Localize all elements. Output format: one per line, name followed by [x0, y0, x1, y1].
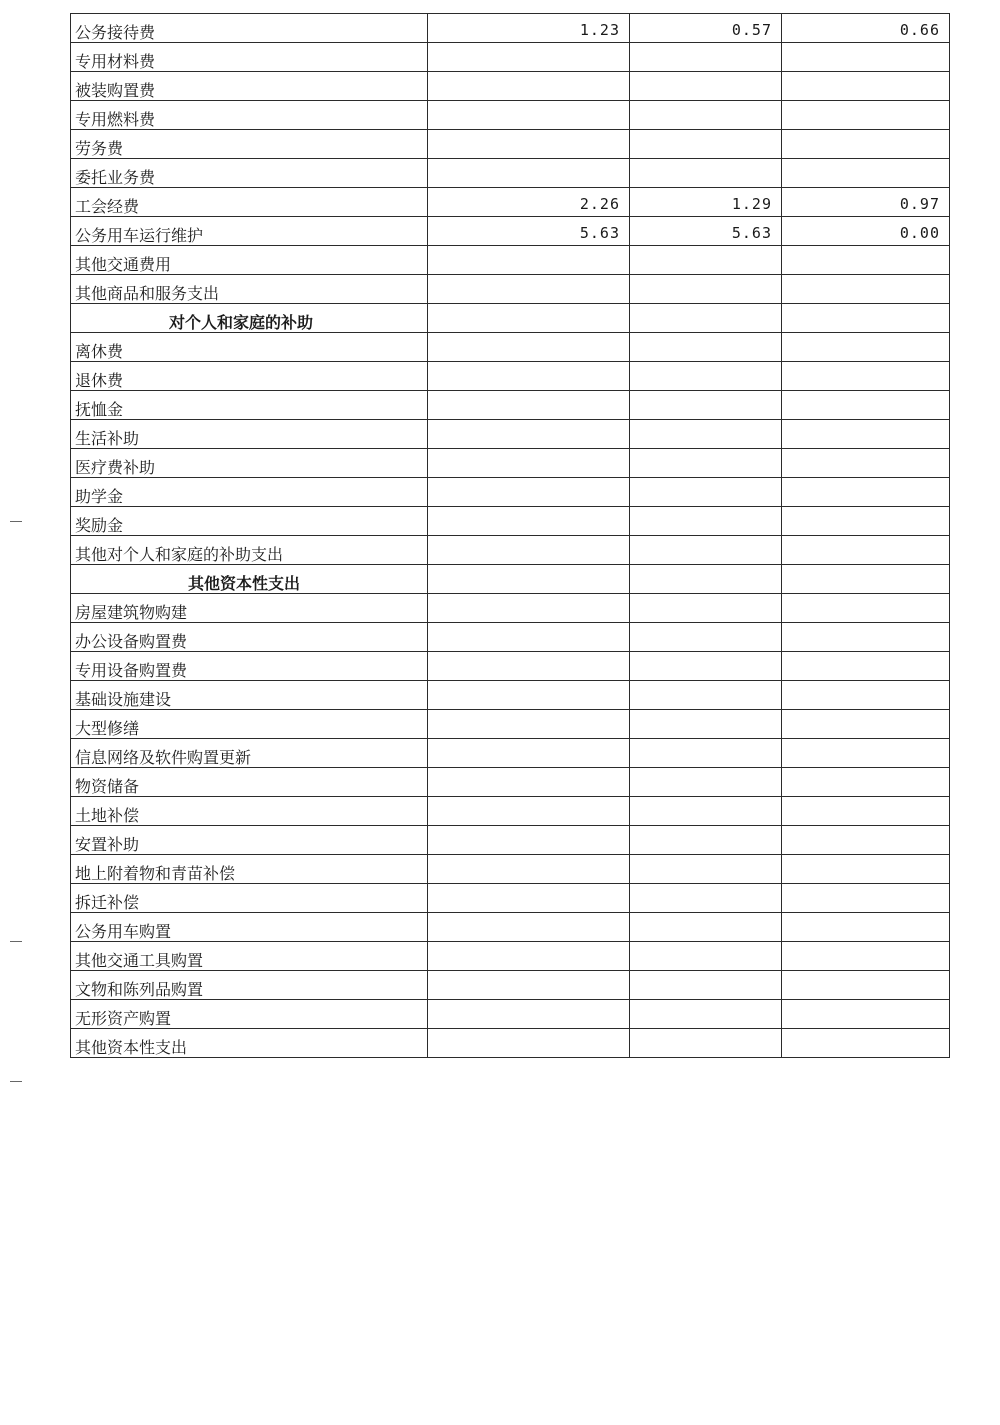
row-value-2-cell	[630, 391, 782, 420]
row-value-1-cell	[428, 855, 630, 884]
table-row	[71, 72, 950, 101]
row-value-3-cell	[782, 101, 950, 130]
row-name-cell: 奖励金	[71, 507, 428, 536]
row-value-2-cell	[630, 797, 782, 826]
row-name-cell: 其他资本性支出	[71, 565, 428, 594]
row-name-cell: 专用燃料费	[71, 101, 428, 130]
row-value-3-cell: 0.66	[782, 14, 950, 43]
row-value-1-cell	[428, 768, 630, 797]
row-value-3-cell	[782, 159, 950, 188]
table-row	[71, 884, 950, 913]
row-value-1-cell	[428, 101, 630, 130]
table-row	[71, 188, 950, 217]
row-value-3-cell: 0.00	[782, 217, 950, 246]
row-name-cell: 土地补偿	[71, 797, 428, 826]
row-name-cell: 公务接待费	[71, 14, 428, 43]
row-value-2-cell	[630, 1000, 782, 1029]
row-value-1-cell	[428, 652, 630, 681]
row-value-3-cell	[782, 1000, 950, 1029]
row-value-2-cell	[630, 739, 782, 768]
table-row	[71, 1029, 950, 1058]
table-row	[71, 391, 950, 420]
row-name-cell: 离休费	[71, 333, 428, 362]
table-row	[71, 449, 950, 478]
row-value-1-cell: 1.23	[428, 14, 630, 43]
row-value-2-cell	[630, 768, 782, 797]
table-row	[71, 14, 950, 43]
table-row	[71, 159, 950, 188]
row-value-3-cell	[782, 43, 950, 72]
row-value-3-cell	[782, 449, 950, 478]
budget-expenditure-table	[70, 13, 950, 1058]
table-row	[71, 43, 950, 72]
row-value-1-cell	[428, 420, 630, 449]
row-value-1-cell	[428, 478, 630, 507]
row-value-3-cell	[782, 739, 950, 768]
row-value-1-cell	[428, 971, 630, 1000]
row-value-3-cell	[782, 478, 950, 507]
row-value-2-cell	[630, 362, 782, 391]
row-name-cell: 委托业务费	[71, 159, 428, 188]
scan-margin-mark	[10, 1081, 22, 1082]
row-value-3-cell	[782, 971, 950, 1000]
row-value-1-cell	[428, 884, 630, 913]
row-name-cell: 地上附着物和青苗补偿	[71, 855, 428, 884]
row-value-3-cell	[782, 768, 950, 797]
row-value-2-cell	[630, 681, 782, 710]
row-value-2-cell	[630, 449, 782, 478]
table-row	[71, 971, 950, 1000]
table-row	[71, 652, 950, 681]
row-name-cell: 工会经费	[71, 188, 428, 217]
row-name-cell: 物资储备	[71, 768, 428, 797]
row-name-cell: 生活补助	[71, 420, 428, 449]
row-value-1-cell	[428, 913, 630, 942]
row-value-3-cell	[782, 1029, 950, 1058]
row-value-3-cell	[782, 855, 950, 884]
row-value-2-cell: 5.63	[630, 217, 782, 246]
row-value-2-cell	[630, 884, 782, 913]
scan-margin-mark	[10, 521, 22, 522]
row-value-3-cell	[782, 507, 950, 536]
table-row	[71, 536, 950, 565]
row-value-2-cell: 0.57	[630, 14, 782, 43]
row-value-3-cell	[782, 681, 950, 710]
row-value-3-cell	[782, 797, 950, 826]
row-name-cell: 拆迁补偿	[71, 884, 428, 913]
row-value-2-cell	[630, 159, 782, 188]
row-name-cell: 其他资本性支出	[71, 1029, 428, 1058]
table-row	[71, 333, 950, 362]
row-value-2-cell	[630, 130, 782, 159]
row-value-1-cell	[428, 710, 630, 739]
row-value-2-cell	[630, 594, 782, 623]
row-value-1-cell	[428, 507, 630, 536]
row-name-cell: 无形资产购置	[71, 1000, 428, 1029]
table-body	[71, 14, 950, 1058]
table-row	[71, 420, 950, 449]
row-value-1-cell	[428, 391, 630, 420]
table-row	[71, 130, 950, 159]
row-value-1-cell	[428, 43, 630, 72]
row-value-2-cell	[630, 275, 782, 304]
row-name-cell: 安置补助	[71, 826, 428, 855]
row-value-3-cell	[782, 594, 950, 623]
row-name-cell: 大型修缮	[71, 710, 428, 739]
row-value-3-cell	[782, 652, 950, 681]
row-value-1-cell	[428, 1000, 630, 1029]
table-row	[71, 1000, 950, 1029]
row-name-cell: 公务用车运行维护	[71, 217, 428, 246]
row-value-3-cell	[782, 275, 950, 304]
row-name-cell: 劳务费	[71, 130, 428, 159]
row-value-3-cell	[782, 420, 950, 449]
row-value-3-cell	[782, 391, 950, 420]
row-value-2-cell: 1.29	[630, 188, 782, 217]
row-value-1-cell	[428, 246, 630, 275]
table-row	[71, 942, 950, 971]
row-value-1-cell	[428, 333, 630, 362]
row-value-2-cell	[630, 43, 782, 72]
table-row	[71, 681, 950, 710]
row-name-cell: 信息网络及软件购置更新	[71, 739, 428, 768]
row-value-2-cell	[630, 507, 782, 536]
row-value-1-cell	[428, 594, 630, 623]
row-value-2-cell	[630, 304, 782, 333]
row-value-3-cell	[782, 130, 950, 159]
row-value-1-cell	[428, 449, 630, 478]
table-row	[71, 246, 950, 275]
row-name-cell: 办公设备购置费	[71, 623, 428, 652]
row-value-2-cell	[630, 246, 782, 275]
row-value-3-cell	[782, 333, 950, 362]
row-value-3-cell: 0.97	[782, 188, 950, 217]
row-name-cell: 专用材料费	[71, 43, 428, 72]
row-name-cell: 退休费	[71, 362, 428, 391]
row-value-1-cell	[428, 623, 630, 652]
row-value-3-cell	[782, 72, 950, 101]
table-row	[71, 275, 950, 304]
row-value-1-cell	[428, 826, 630, 855]
row-value-1-cell	[428, 362, 630, 391]
table-row	[71, 855, 950, 884]
row-name-cell: 被装购置费	[71, 72, 428, 101]
row-value-2-cell	[630, 652, 782, 681]
table-row	[71, 826, 950, 855]
row-value-3-cell	[782, 826, 950, 855]
row-value-2-cell	[630, 1029, 782, 1058]
row-value-1-cell	[428, 304, 630, 333]
table-row	[71, 594, 950, 623]
row-value-1-cell	[428, 130, 630, 159]
row-name-cell: 房屋建筑物购建	[71, 594, 428, 623]
row-name-cell: 专用设备购置费	[71, 652, 428, 681]
row-value-3-cell	[782, 246, 950, 275]
table-row	[71, 913, 950, 942]
row-value-3-cell	[782, 536, 950, 565]
row-value-2-cell	[630, 855, 782, 884]
table-row	[71, 101, 950, 130]
section-header-row	[71, 304, 950, 333]
row-value-2-cell	[630, 101, 782, 130]
row-value-3-cell	[782, 623, 950, 652]
row-name-cell: 医疗费补助	[71, 449, 428, 478]
table-row	[71, 362, 950, 391]
row-value-3-cell	[782, 913, 950, 942]
row-name-cell: 公务用车购置	[71, 913, 428, 942]
row-value-1-cell	[428, 739, 630, 768]
table-row	[71, 217, 950, 246]
row-value-2-cell	[630, 565, 782, 594]
row-value-3-cell	[782, 565, 950, 594]
row-name-cell: 抚恤金	[71, 391, 428, 420]
row-value-1-cell	[428, 681, 630, 710]
row-value-1-cell	[428, 565, 630, 594]
table-row	[71, 623, 950, 652]
row-value-2-cell	[630, 971, 782, 1000]
row-value-2-cell	[630, 72, 782, 101]
row-name-cell: 其他交通费用	[71, 246, 428, 275]
row-name-cell: 其他交通工具购置	[71, 942, 428, 971]
row-name-cell: 助学金	[71, 478, 428, 507]
row-value-3-cell	[782, 362, 950, 391]
row-value-2-cell	[630, 913, 782, 942]
row-value-2-cell	[630, 333, 782, 362]
row-value-2-cell	[630, 826, 782, 855]
row-value-1-cell	[428, 159, 630, 188]
row-value-1-cell	[428, 275, 630, 304]
row-value-2-cell	[630, 623, 782, 652]
row-value-2-cell	[630, 710, 782, 739]
row-value-2-cell	[630, 536, 782, 565]
table-row	[71, 478, 950, 507]
row-name-cell: 对个人和家庭的补助	[71, 304, 428, 333]
table-row	[71, 739, 950, 768]
row-value-3-cell	[782, 884, 950, 913]
row-value-2-cell	[630, 942, 782, 971]
row-value-1-cell	[428, 942, 630, 971]
table-row	[71, 768, 950, 797]
row-value-2-cell	[630, 420, 782, 449]
row-value-1-cell	[428, 1029, 630, 1058]
row-value-1-cell: 2.26	[428, 188, 630, 217]
table-row	[71, 507, 950, 536]
row-name-cell: 文物和陈列品购置	[71, 971, 428, 1000]
row-value-1-cell: 5.63	[428, 217, 630, 246]
row-name-cell: 其他对个人和家庭的补助支出	[71, 536, 428, 565]
row-value-3-cell	[782, 942, 950, 971]
table-row	[71, 797, 950, 826]
row-value-3-cell	[782, 304, 950, 333]
section-header-row	[71, 565, 950, 594]
row-name-cell: 基础设施建设	[71, 681, 428, 710]
row-value-1-cell	[428, 536, 630, 565]
row-value-3-cell	[782, 710, 950, 739]
scan-margin-mark	[10, 941, 22, 942]
table-row	[71, 710, 950, 739]
row-value-1-cell	[428, 72, 630, 101]
row-value-2-cell	[630, 478, 782, 507]
row-name-cell: 其他商品和服务支出	[71, 275, 428, 304]
row-value-1-cell	[428, 797, 630, 826]
